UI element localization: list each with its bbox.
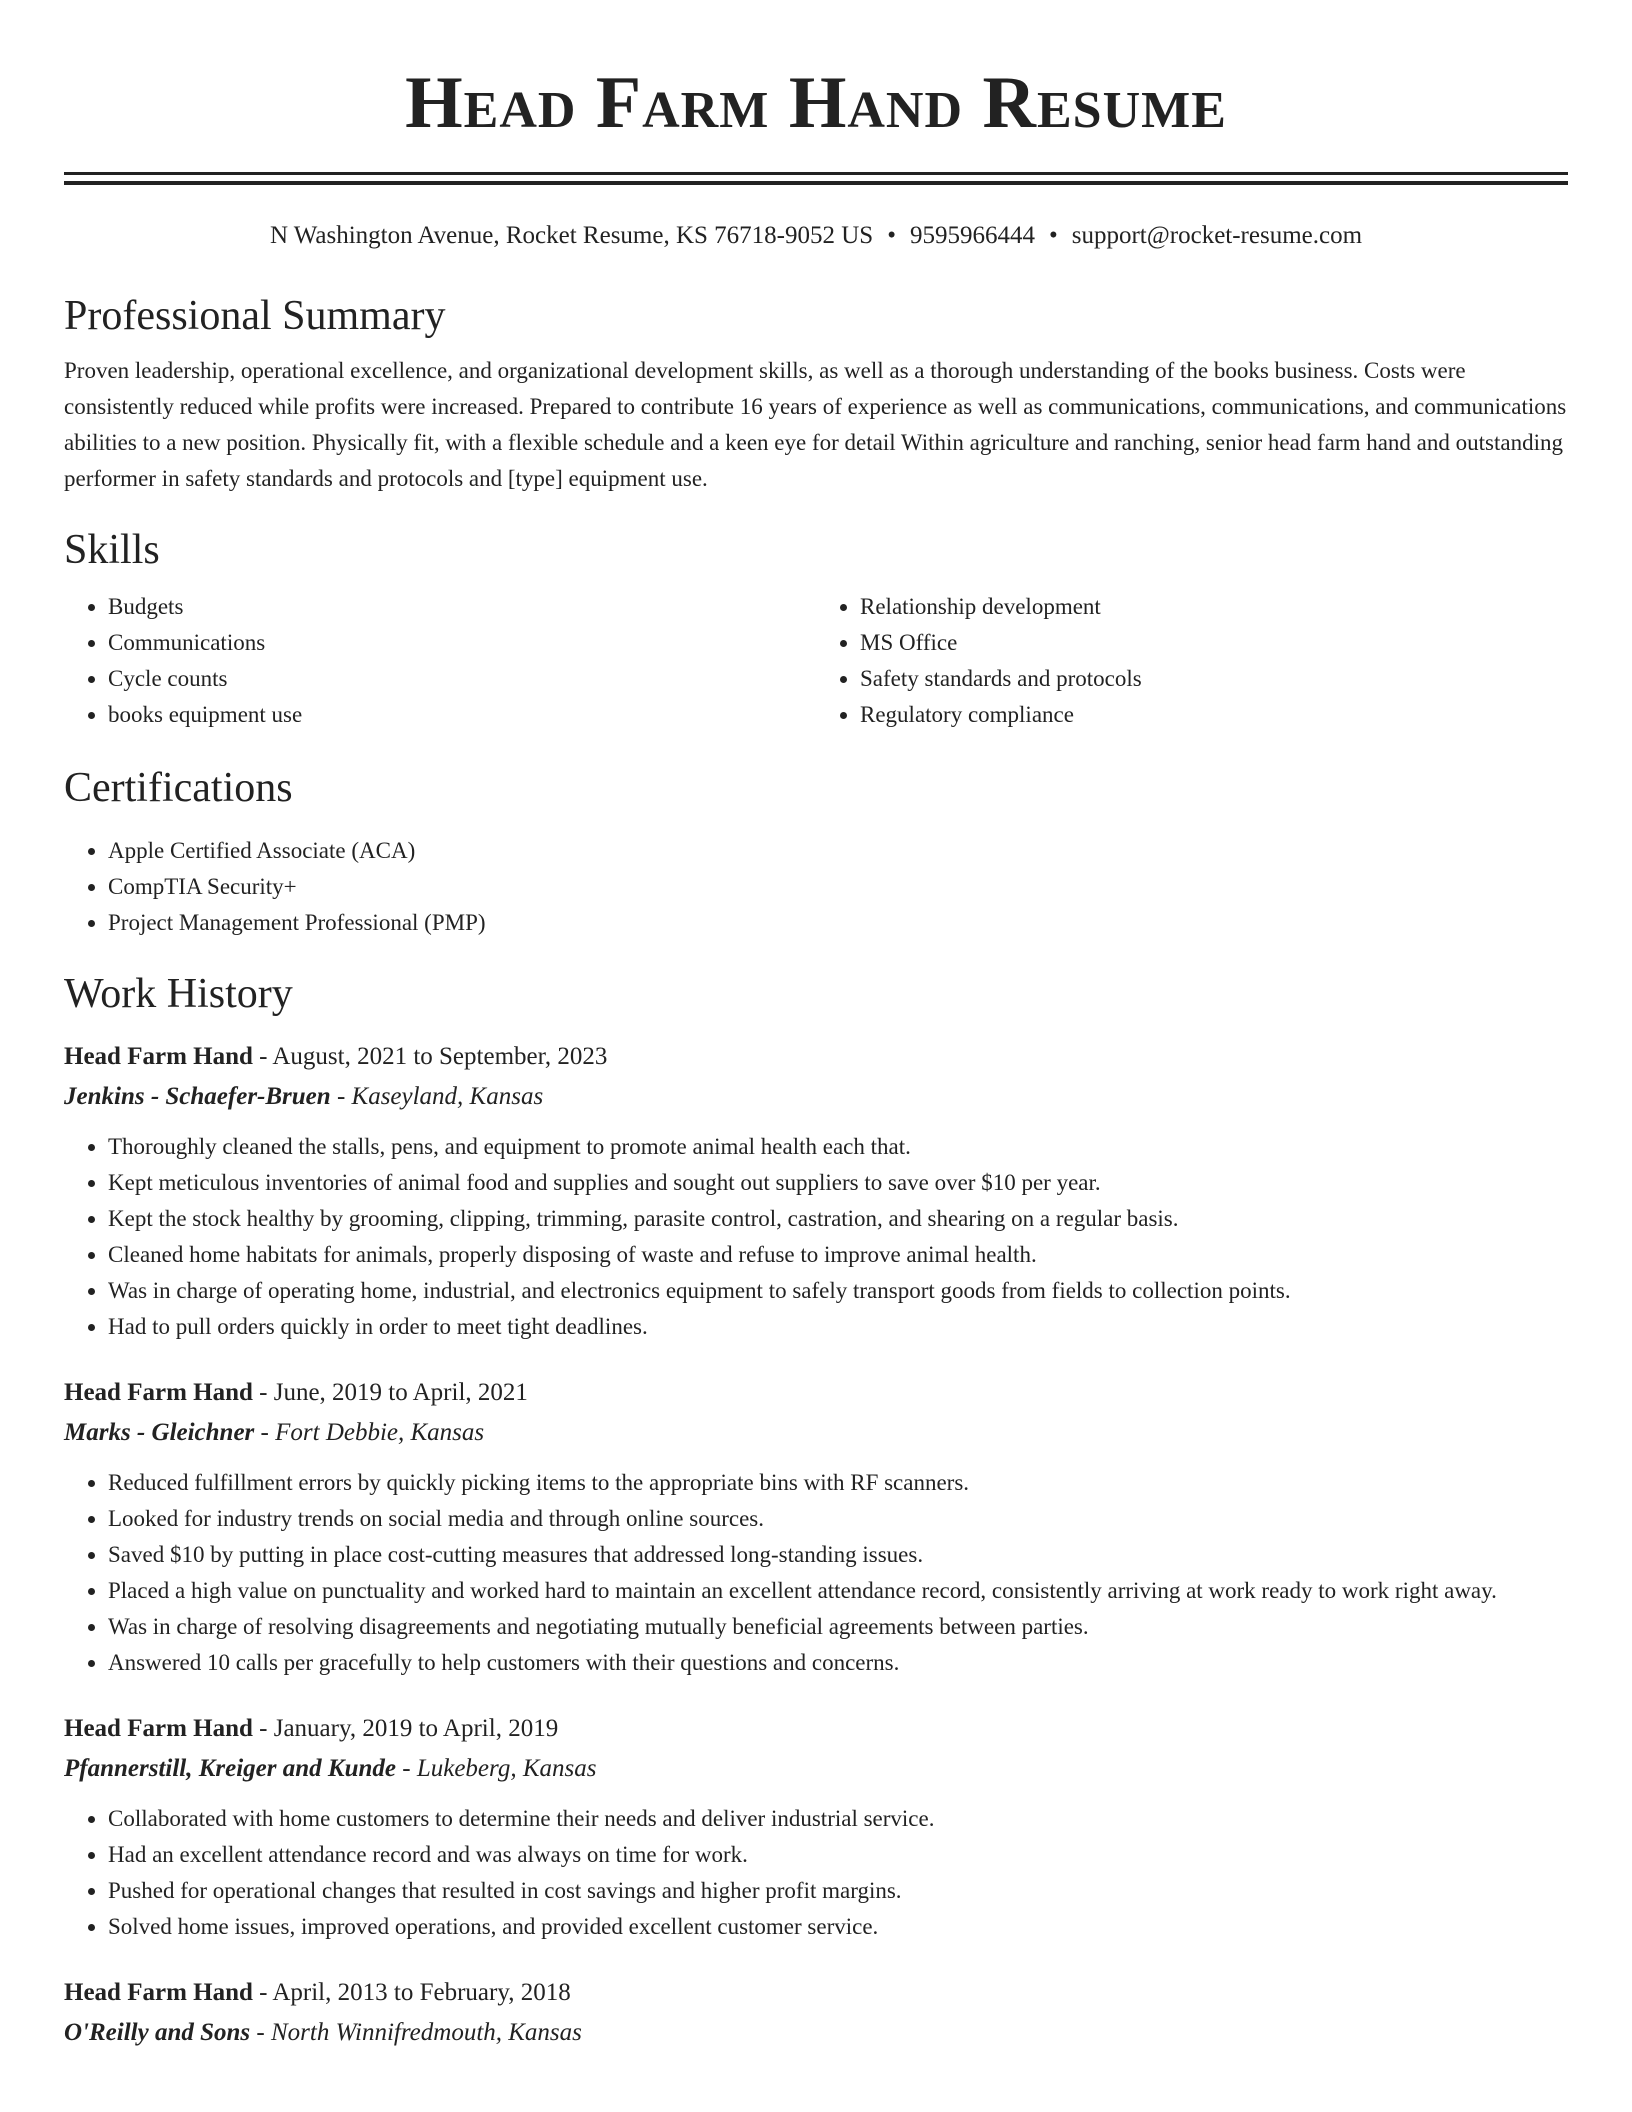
contact-separator: • [887, 222, 896, 249]
skill-item: • Cycle counts [108, 661, 816, 697]
contact-phone: 9595966444 [909, 222, 1035, 249]
job-bullets [64, 1129, 1568, 1345]
job-header [64, 1373, 1568, 1413]
job-bullets [64, 1465, 1568, 1681]
contact-line [64, 219, 1568, 253]
job-bullet: • Placed a high value on punctuality and worked hard to maintain an excellent attendance record, consistently arriving at work ready to work right away. [108, 1573, 1568, 1609]
job-bullet: • Thoroughly cleaned the stalls, pens, and equipment to promote animal health each that. [108, 1129, 1568, 1165]
job-bullet: • Saved $10 by putting in place cost-cutting measures that addressed long-standing issues. [108, 1537, 1568, 1573]
job-title: Head Farm Hand [64, 1979, 253, 2006]
work-history-heading: Work History [64, 971, 293, 1017]
skill-item: • Communications [108, 625, 816, 661]
certification-item: • Project Management Professional (PMP) [108, 905, 1568, 941]
job-bullet: • Solved home issues, improved operations, and provided excellent customer service. [108, 1909, 1568, 1945]
skill-item: • Budgets [108, 589, 816, 625]
skill-item: • Safety standards and protocols [860, 661, 1568, 697]
job-dates: - January, 2019 to April, 2019 [252, 1715, 559, 1742]
job-location: - Fort Debbie, Kansas [254, 1419, 485, 1446]
title-rule-top [64, 172, 1568, 175]
job-title: Head Farm Hand [64, 1043, 253, 1070]
certification-item: • CompTIA Security+ [108, 869, 1568, 905]
job-company: Jenkins - Schaefer-Bruen [64, 1083, 331, 1110]
certification-item: • Apple Certified Associate (ACA) [108, 833, 1568, 869]
job-entry [64, 1373, 1568, 1681]
job-header [64, 1709, 1568, 1749]
job-bullet: • Kept the stock healthy by grooming, clipping, trimming, parasite control, castration, and shearing on a regular basis. [108, 1201, 1568, 1237]
job-bullet: • Kept meticulous inventories of animal food and supplies and sought out suppliers to save over $10 per year. [108, 1165, 1568, 1201]
job-bullet: • Pushed for operational changes that resulted in cost savings and higher profit margins. [108, 1873, 1568, 1909]
job-location: - Lukeberg, Kansas [396, 1755, 597, 1782]
job-title: Head Farm Hand [64, 1379, 253, 1406]
skill-item: • books equipment use [108, 697, 816, 733]
contact-separator: • [1048, 222, 1058, 249]
job-company: Pfannerstill, Kreiger and Kunde [64, 1755, 396, 1782]
job-bullet: • Collaborated with home customers to determine their needs and deliver industrial service. [108, 1801, 1568, 1837]
work-history-section [64, 967, 1568, 2053]
job-bullet: • Looked for industry trends on social media and through online sources. [108, 1501, 1568, 1537]
job-location: - North Winnifredmouth, Kansas [250, 2019, 582, 2046]
skill-item: • Regulatory compliance [860, 697, 1568, 733]
skills-columns [64, 589, 1568, 733]
certifications-section [64, 761, 1568, 941]
skills-section [64, 523, 1568, 733]
certifications-heading: Certifications [64, 765, 293, 811]
job-bullets [64, 1801, 1568, 1945]
summary-section [64, 289, 1568, 497]
job-dates: - August, 2021 to September, 2023 [252, 1043, 608, 1070]
job-bullet: • Had an excellent attendance record and was always on time for work. [108, 1837, 1568, 1873]
job-company: Marks - Gleichner [64, 1419, 255, 1446]
skills-list-right [816, 589, 1568, 733]
certifications-list [64, 833, 1568, 941]
job-bullet: • Had to pull orders quickly in order to meet tight deadlines. [108, 1309, 1568, 1345]
job-bullet: • Reduced fulfillment errors by quickly picking items to the appropriate bins with RF scanners. [108, 1465, 1568, 1501]
job-header [64, 1973, 1568, 2013]
skill-item: • Relationship development [860, 589, 1568, 625]
job-employer [64, 1413, 1568, 1453]
job-employer [64, 1077, 1568, 1117]
summary-heading: Professional Summary [64, 293, 446, 339]
job-entry [64, 1973, 1568, 2053]
job-dates: - April, 2013 to February, 2018 [252, 1979, 571, 2006]
skills-heading: Skills [64, 527, 160, 573]
job-title: Head Farm Hand [64, 1715, 253, 1742]
job-bullet: • Cleaned home habitats for animals, properly disposing of waste and refuse to improve animal health. [108, 1237, 1568, 1273]
skills-list-left [64, 589, 816, 733]
job-employer [64, 1749, 1568, 1789]
job-employer [64, 2013, 1568, 2053]
job-dates: - June, 2019 to April, 2021 [252, 1379, 528, 1406]
job-company: O'Reilly and Sons [64, 2019, 251, 2046]
job-location: - Kaseyland, Kansas [330, 1083, 544, 1110]
contact-address: N Washington Avenue, Rocket Resume, KS 76718-9052 US [269, 222, 874, 249]
job-bullet: • Answered 10 calls per gracefully to help customers with their questions and concerns. [108, 1645, 1568, 1681]
job-bullet: • Was in charge of operating home, industrial, and electronics equipment to safely transport goods from fields to collection points. [108, 1273, 1568, 1309]
job-bullet: • Was in charge of resolving disagreements and negotiating mutually beneficial agreements between parties. [108, 1609, 1568, 1645]
skill-item: • MS Office [860, 625, 1568, 661]
contact-email: support@rocket-resume.com [1071, 222, 1363, 249]
job-entry [64, 1037, 1568, 1345]
resume-page [64, 0, 1568, 2053]
title-rule-bottom [64, 181, 1568, 185]
job-entry [64, 1709, 1568, 1945]
summary-text: Proven leadership, operational excellence, and organizational development skills, as well as a thorough understanding of the books business. Costs were consistently reduced while profits were increased. Prepared to contribute 16 years of experience as well as communications, communications, and communications abilities to a new position. Physically fit, with a flexible schedule and a keen eye for detail Within agriculture and ranching, senior head farm hand and outstanding performer in safety standards and protocols and [type] equipment use. [64, 358, 1567, 491]
job-header [64, 1037, 1568, 1077]
page-title: Head Farm Hand Resume [405, 62, 1227, 144]
